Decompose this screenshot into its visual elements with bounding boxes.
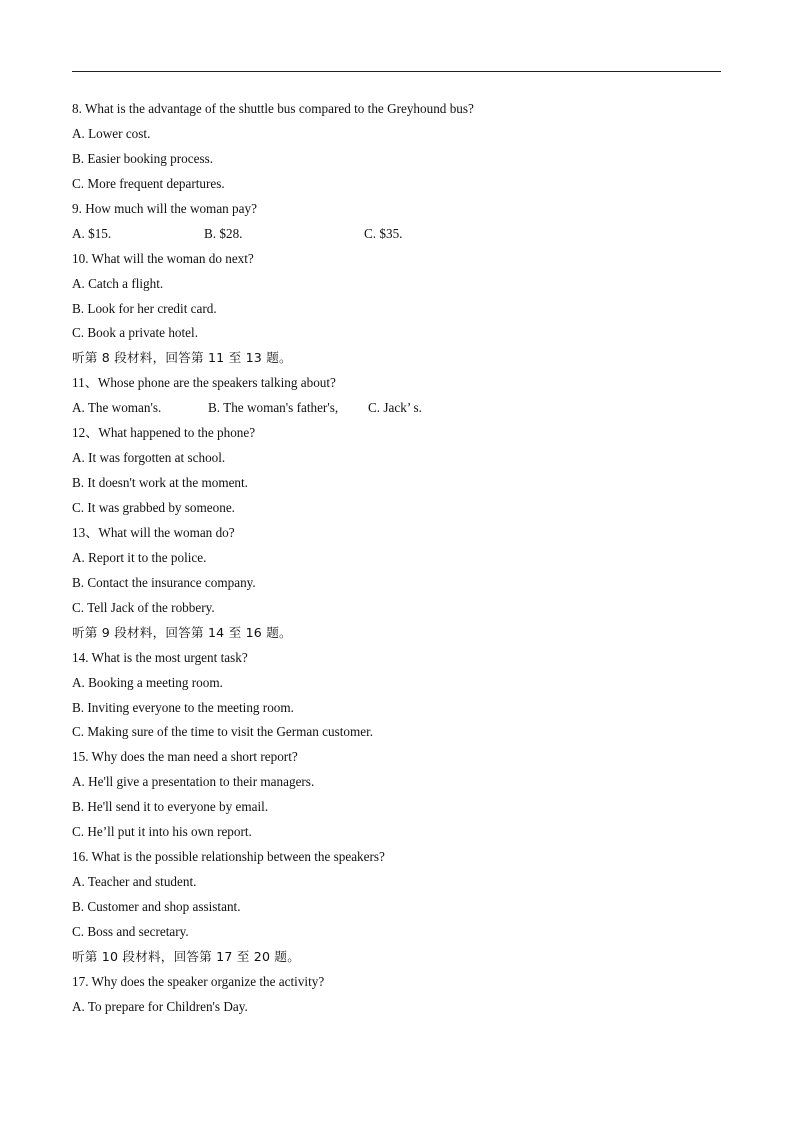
question-10: 10. What will the woman do next? [72,250,254,266]
q17-option-a: A. To prepare for Children's Day. [72,998,248,1014]
question-13: 13、What will the woman do? [72,524,235,540]
q10-option-a: A. Catch a flight. [72,275,164,291]
q11-option-c: C. Jack’ s. [368,400,422,416]
question-9: 9. How much will the woman pay? [72,200,257,216]
question-12: 12、What happened to the phone? [72,425,256,441]
q15-option-c: C. He’ll put it into his own report. [72,824,252,840]
q12-option-c: C. It was grabbed by someone. [72,500,235,515]
q11-option-b: B. The woman's father's, [208,400,339,416]
q14-option-a: A. Booking a meeting room. [72,674,223,690]
section-instruction-8: 听第 8 段材料，回答第 11 至 13 题。 [72,350,292,366]
q10-option-b: B. Look for her credit card. [72,300,217,316]
q11-options-row [72,396,722,421]
q9-option-c: C. $35. [364,225,403,241]
q15-option-b: B. He'll send it to everyone by email. [72,799,269,815]
q16-option-a: A. Teacher and student. [72,874,197,890]
q16-option-c: C. Boss and secretary. [72,923,189,939]
q15-option-a: A. He'll give a presentation to their managers. [72,774,315,790]
q13-option-a: A. Report it to the police. [72,549,207,565]
question-11: 11、Whose phone are the speakers talking about? [72,375,336,391]
q8-option-a: A. Lower cost. [72,125,151,141]
section-instruction-9: 听第 9 段材料，回答第 14 至 16 题。 [72,624,292,640]
q13-option-c: C. Tell Jack of the robbery. [72,599,215,615]
question-17: 17. Why does the speaker organize the activity? [72,973,325,989]
question-16: 16. What is the possible relationship between the speakers? [72,849,385,865]
q11-option-a: A. The woman's. [72,400,162,416]
q8-option-c: C. More frequent departures. [72,175,225,191]
question-8: 8. What is the advantage of the shuttle bus compared to the Greyhound bus? [72,101,474,116]
header-rule [72,71,721,72]
q14-option-c: C. Making sure of the time to visit the German customer. [72,724,374,740]
q13-option-b: B. Contact the insurance company. [72,574,256,590]
q9-options-row [72,222,722,247]
q16-option-b: B. Customer and shop assistant. [72,899,241,914]
q8-option-b: B. Easier booking process. [72,150,214,166]
q12-option-a: A. It was forgotten at school. [72,450,226,466]
q9-option-b: B. $28. [204,225,243,241]
question-15: 15. Why does the man need a short report? [72,749,298,765]
q14-option-b: B. Inviting everyone to the meeting room. [72,699,294,715]
question-list [72,97,722,1020]
q10-option-c: C. Book a private hotel. [72,325,198,341]
q12-option-b: B. It doesn't work at the moment. [72,475,248,491]
section-instruction-10: 听第 10 段材料，回答第 17 至 20 题。 [72,948,301,964]
question-14: 14. What is the most urgent task? [72,649,248,665]
q9-option-a: A. $15. [72,225,112,241]
